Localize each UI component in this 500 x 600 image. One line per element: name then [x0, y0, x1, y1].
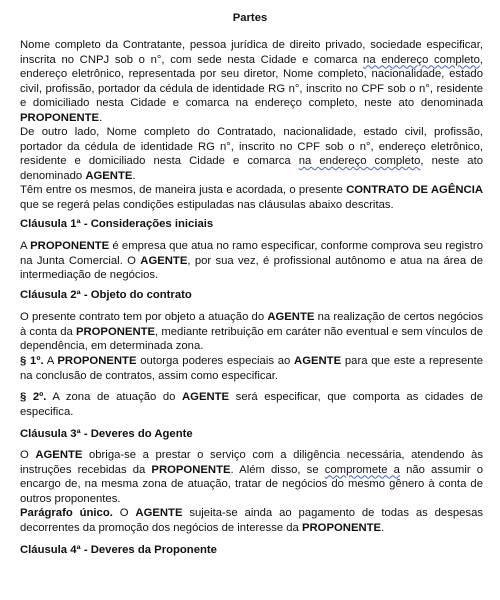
paragraph-parties-contratado: De outro lado, Nome completo do Contratado, nacionalidade, estado civil, profissão, portador da cédula de identidade RG n°, inscrito no CPF sob o n°, endereço eletrônico, residente e domiciliado nesta Cidade e comarca na endereço completo, neste ato denominado AGENTE.	[20, 126, 483, 182]
paragraph-agreement: Têm entre os mesmos, de maneira justa e acordada, o presente CONTRATO DE AGÊNCIA que se regerá pelas condições estipuladas nas cláusulas abaixo descritas.	[20, 184, 483, 211]
spellcheck-underline[interactable]: na endereço completo	[363, 53, 480, 66]
clause-2-paragraph-1: § 1º. A PROPONENTE outorga poderes especiais ao AGENTE para que este a represente na conclusão de contratos, assim como especificar.	[20, 355, 483, 382]
clause-3-paragraph: O AGENTE obriga-se a prestar o serviço com a diligência necessária, atendendo às instruções recebidas da PROPONENTE. Além disso, se compromete a não assumir o encargo de, na mesma zona de atuação, tratar de negócios do mesmo gênero à conta de outros proponentes.	[20, 449, 483, 505]
section-title: Partes	[232, 12, 268, 24]
spellcheck-underline[interactable]: na endereço completo	[298, 155, 421, 168]
clause-3-heading: Cláusula 3ª - Deveres do Agente	[20, 428, 193, 440]
clause-3-sole-paragraph: Parágrafo único. O AGENTE sujeita-se ainda ao pagamento de todas as despesas decorrentes da promoção dos negócios de interesse da PROPONENTE.	[20, 507, 483, 534]
clause-1-heading: Cláusula 1ª - Considerações iniciais	[20, 218, 214, 230]
clause-2-paragraph-2: § 2º. A zona de atuação do AGENTE será especificar, que comporta as cidades de especifica.	[20, 391, 483, 418]
clause-2-heading: Cláusula 2ª - Objeto do contrato	[20, 289, 192, 301]
spellcheck-underline[interactable]: compromete a	[324, 463, 400, 476]
clause-4-heading: Cláusula 4ª - Deveres da Proponente	[20, 544, 217, 556]
clause-1-paragraph: A PROPONENTE é empresa que atua no ramo especificar, conforme comprova seu registro na Junta Comercial. O AGENTE, por sua vez, é profissional autônomo e atua na área de intermediação de negócios.	[20, 240, 484, 282]
paragraph-parties-contratante: Nome completo da Contratante, pessoa jurídica de direito privado, sociedade especificar, inscrita no CNPJ sob o n°, com sede nesta Cidade e comarca na endereço completo, endereço eletrônico, representada por seu diretor, Nome completo, nacionalidade, estado civil, profissão, portador da cédula de identidade RG n°, inscrito no CPF sob o n°, residente e domiciliado nesta Cidade e comarca na endereço completo, neste ato denominada PROPONENTE.	[20, 39, 483, 124]
clause-2-paragraph: O presente contrato tem por objeto a atuação do AGENTE na realização de certos negócios à conta da PROPONENTE, mediante retribuição em caráter não eventual e sem vínculos de dependência, em determinada zona.	[20, 311, 483, 353]
